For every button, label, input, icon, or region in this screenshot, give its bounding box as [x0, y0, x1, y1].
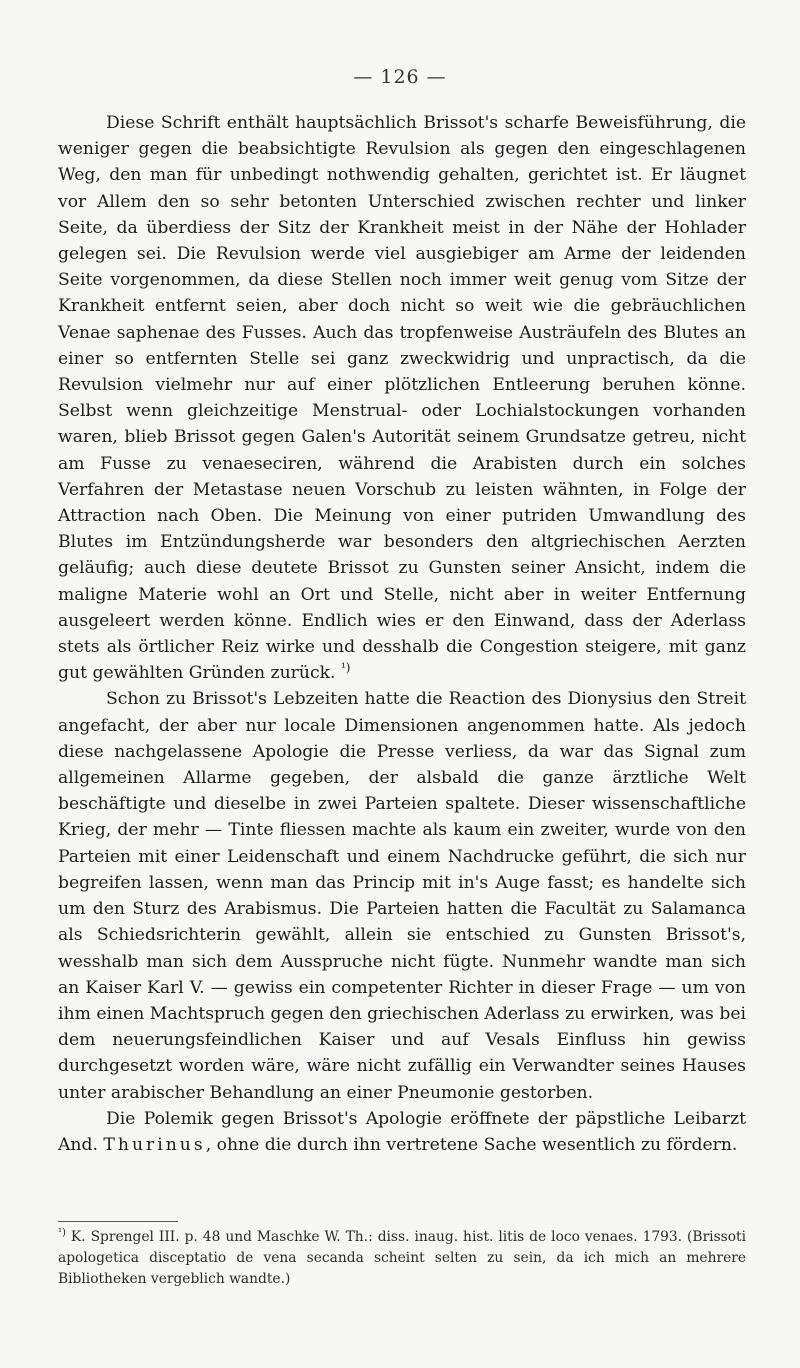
footnote-text: K. Sprengel III. p. 48 und Maschke W. Th.: diss. inaug. hist. litis de loco venaes. 1793. (Brissoti apologetica disceptatio de vena secanda scheint selten zu sein, da ich mich an mehrere Bibliotheken vergeblich wandte.): [58, 1229, 746, 1287]
spaced-name: Thurinus: [103, 1134, 206, 1155]
paragraph-1-text: Diese Schrift enthält hauptsächlich Brissot's scharfe Beweisführung, die weniger gegen die beabsichtigte Revulsion als gegen den eingeschlagenen Weg, den man für unbedingt nothwendig gehalten, gerichtet ist. Er läugnet vor Allem den so sehr betonten Unterschied zwischen rechter und linker Seite, da überdiess der Sitz der Krankheit meist in der Nähe der Hohlader gelegen sei. Die Revulsion werde viel ausgiebiger am Arme der leidenden Seite vorgenommen, da diese Stellen noch immer weit genug vom Sitze der Krankheit entfernt seien, aber doch nicht so weit wie die gebräuchlichen Venae saphenae des Fusses. Auch das tropfenweise Austräufeln des Blutes an einer so entfernten Stelle sei ganz zweckwidrig und unpractisch, da die Revulsion vielmehr nur auf einer plötzlichen Entleerung beruhen könne. Selbst wenn gleichzeitige Menstrual- oder Lochialstockungen vorhanden waren, blieb Brissot gegen Galen's Autorität seinem Grundsatze getreu, nicht am Fusse zu venaeseciren, während die Arabisten durch ein solches Verfahren der Metastase neuen Vorschub zu leisten wähnten, in Folge der Attraction nach Oben. Die Meinung von einer putriden Umwandlung des Blutes im Entzündungsherde war besonders den altgriechischen Aerzten geläufig; auch diese deutete Brissot zu Gunsten seiner Ansicht, indem die maligne Materie wohl an Ort und Stelle, nicht aber in weiter Entfernung ausgeleert werden könne. Endlich wies er den Einwand, dass der Aderlass stets als örtlicher Reiz wirke und desshalb die Congestion steigere, mit ganz gut gewählten Gründen zurück.: [58, 113, 746, 684]
footnote-marker[interactable]: ¹): [340, 660, 351, 675]
footnote-rule: [58, 1221, 178, 1222]
paragraph-3-text: Die Polemik gegen Brissot's Apologie eröffnete der päpstliche Leibarzt And.: [58, 1108, 746, 1155]
footnote: [58, 1227, 746, 1290]
paragraph-3-tail: , ohne die durch ihn vertretene Sache wesentlich zu fördern.: [205, 1134, 738, 1155]
page-number: — 126 —: [353, 66, 447, 88]
footnote-number: ¹): [58, 1227, 66, 1239]
paragraph-1: [58, 110, 746, 686]
paragraph-3: [58, 1106, 746, 1158]
main-text: [58, 110, 746, 1158]
paragraph-2: Schon zu Brissot's Lebzeiten hatte die Reaction des Dionysius den Streit angefacht, der aber nur locale Dimensionen angenommen hatte. Als jedoch diese nachgelassene Apologie die Presse verliess, da war das Signal zum allgemeinen Allarme gegeben, der alsbald die ganze ärztliche Welt beschäftigte und dieselbe in zwei Parteien spaltete. Dieser wissenschaftliche Krieg, der mehr — Tinte fliessen machte als kaum ein zweiter, wurde von den Parteien mit einer Leidenschaft und einem Nachdrucke geführt, die sich nur begreifen lassen, wenn man das Princip mit in's Auge fasst; es handelte sich um den Sturz des Arabismus. Die Parteien hatten die Facultät zu Salamanca als Schiedsrichterin gewählt, allein sie entschied zu Gunsten Brissot's, wesshalb man sich dem Ausspruche nicht fügte. Nunmehr wandte man sich an Kaiser Karl V. — gewiss ein competenter Richter in dieser Frage — um von ihm einen Machtspruch gegen den griechischen Aderlass zu erwirken, was bei dem neuerungsfeindlichen Kaiser und auf Vesals Einfluss hin gewiss durchgesetzt worden wäre, wäre nicht zufällig ein Verwandter seines Hauses unter arabischer Behandlung an einer Pneumonie gestorben.: [58, 689, 746, 1103]
